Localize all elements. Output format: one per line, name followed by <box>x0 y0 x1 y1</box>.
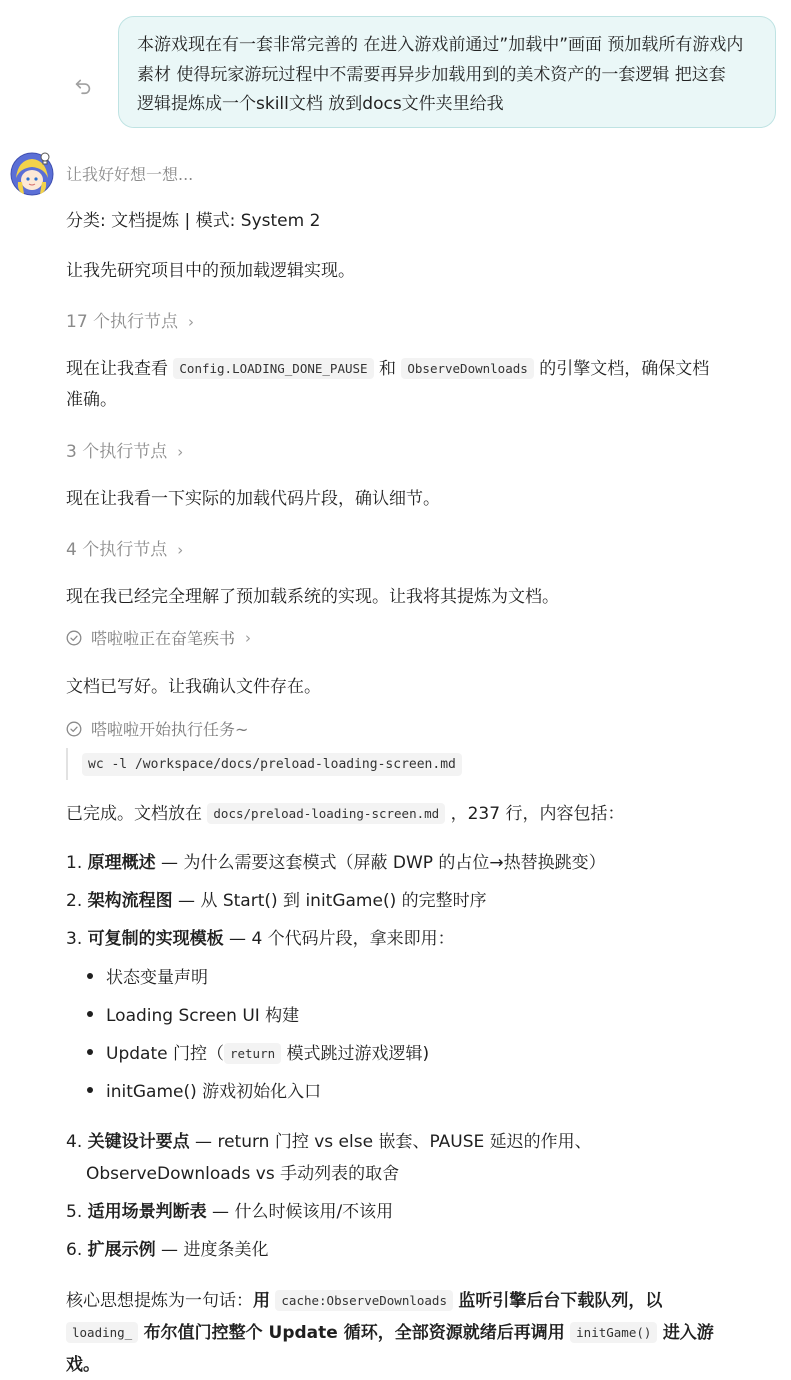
list-item-continuation: ObserveDownloads vs 手动列表的取舍 <box>86 1164 400 1184</box>
execution-steps-label: 4 个执行节点 <box>66 540 168 560</box>
list-item-title: 架构流程图 <box>87 891 173 911</box>
list-number: 2. <box>66 891 83 911</box>
intro-text: 让我先研究项目中的预加载逻辑实现。 <box>66 261 355 281</box>
list-item-title: 原理概述 <box>87 853 156 873</box>
execution-steps-toggle[interactable] <box>66 535 183 560</box>
list-item <box>66 1127 592 1152</box>
text-fragment: 和 <box>378 359 396 379</box>
chevron-right-icon: › <box>177 443 184 461</box>
check-docs-text <box>66 354 709 379</box>
bullet <box>87 973 93 979</box>
list-item-desc: — 4 个代码片段，拿来即用： <box>223 929 455 949</box>
sublist-item <box>87 1001 299 1026</box>
user-message-line: 本游戏现在有一套非常完善的 在进入游戏前通过”加载中”画面 预加载所有游戏内 <box>137 35 744 55</box>
list-number: 3. <box>66 929 83 949</box>
command-block <box>66 748 462 780</box>
list-item-desc: — return 门控 vs else 嵌套、PAUSE 延迟的作用、 <box>189 1132 592 1152</box>
bullet <box>87 1011 93 1017</box>
list-item <box>66 924 455 949</box>
command-code: wc -l /workspace/docs/preload-loading-screen.md <box>82 753 462 776</box>
sublist-item <box>87 1039 429 1064</box>
inline-code: return <box>224 1043 281 1064</box>
look-code-text: 现在让我看一下实际的加载代码片段，确认细节。 <box>66 489 440 509</box>
list-number: 4. <box>66 1132 83 1152</box>
summary-bold: 监听引擎后台下载队列，以 <box>458 1291 663 1311</box>
user-message-line: 逻辑提炼成一个skill文档 放到docs文件夹里给我 <box>137 94 504 114</box>
text-fragment: 现在让我查看 <box>66 359 168 379</box>
sublist-text: 模式跳过游戏逻辑) <box>286 1044 430 1064</box>
execution-steps-label: 17 个执行节点 <box>66 312 179 332</box>
sublist-text: Update 门控（ <box>106 1044 224 1064</box>
summary-line1 <box>66 1286 662 1311</box>
text-fragment: 的引擎文档，确保文档 <box>539 359 710 379</box>
inline-code: initGame() <box>570 1322 657 1343</box>
summary-bold: 进入游 <box>662 1323 714 1343</box>
sublist-text: 状态变量声明 <box>106 968 208 988</box>
execution-steps-toggle[interactable] <box>66 437 183 462</box>
list-item <box>66 1197 393 1222</box>
list-item-title: 适用场景判断表 <box>87 1202 207 1222</box>
sublist-text: initGame() 游戏初始化入口 <box>106 1082 322 1102</box>
execution-steps-label: 3 个执行节点 <box>66 442 168 462</box>
bullet <box>87 1087 93 1093</box>
summary-bold: 戏。 <box>66 1355 100 1375</box>
status-running[interactable] <box>66 717 248 740</box>
list-item-desc: — 进度条美化 <box>155 1240 269 1260</box>
user-message-line: 素材 使得玩家游玩过程中不需要再异步加载用到的美术资产的一套逻辑 把这套 <box>137 64 726 85</box>
inline-code: cache:ObserveDownloads <box>275 1290 453 1311</box>
understood-text: 现在我已经完全理解了预加载系统的实现。让我将其提炼为文档。 <box>66 587 559 607</box>
list-number: 6. <box>66 1240 83 1260</box>
list-item <box>66 1235 268 1260</box>
text-fragment: 已完成。文档放在 <box>66 804 202 824</box>
status-writing-toggle[interactable] <box>66 626 251 649</box>
chevron-right-icon: › <box>188 313 195 331</box>
summary-bold: 布尔值门控整个 Update 循环，全部资源就绪后再调用 <box>143 1323 565 1343</box>
inline-code: loading_ <box>66 1322 138 1343</box>
sublist-item <box>87 1077 321 1102</box>
summary-line3 <box>66 1350 100 1375</box>
doc-written-text: 文档已写好。让我确认文件存在。 <box>66 677 321 697</box>
user-message-row <box>0 16 791 128</box>
list-number: 1. <box>66 853 83 873</box>
list-item-desc: — 什么时候该用/不该用 <box>206 1202 394 1222</box>
user-message-bubble <box>118 16 776 128</box>
summary-prefix: 核心思想提炼为一句话： <box>66 1291 253 1311</box>
chevron-right-icon: › <box>177 541 184 559</box>
list-item-title: 扩展示例 <box>87 1240 156 1260</box>
inline-code: docs/preload-loading-screen.md <box>207 803 445 824</box>
list-item <box>66 848 606 873</box>
summary-bold: 用 <box>253 1291 270 1311</box>
list-item-desc: — 为什么需要这套模式（屏蔽 DWP 的占位→热替换跳变） <box>155 853 606 873</box>
sublist-item <box>87 963 208 988</box>
list-number: 5. <box>66 1202 83 1222</box>
lightbulb-icon <box>39 152 51 166</box>
list-item-desc: — 从 Start() 到 initGame() 的完整时序 <box>172 891 487 911</box>
chevron-right-icon: › <box>245 628 252 647</box>
list-item-title: 可复制的实现模板 <box>87 929 224 949</box>
status-label: 嗒啦啦正在奋笔疾书 <box>91 629 236 648</box>
bullet <box>87 1049 93 1055</box>
summary-line2 <box>66 1318 714 1343</box>
list-item <box>66 886 487 911</box>
sublist-text: Loading Screen UI 构建 <box>106 1006 300 1026</box>
inline-code: ObserveDownloads <box>401 358 533 379</box>
status-label: 嗒啦啦开始执行任务~ <box>91 720 249 739</box>
category-line: 分类: 文档提炼 | 模式: System 2 <box>66 211 321 231</box>
check-circle-icon <box>66 630 82 646</box>
list-item-title: 关键设计要点 <box>87 1132 190 1152</box>
check-docs-text-line2: 准确。 <box>66 390 117 410</box>
undo-icon[interactable] <box>72 74 94 96</box>
text-fragment: ，237 行，内容包括： <box>450 804 625 824</box>
inline-code: Config.LOADING_DONE_PAUSE <box>173 358 373 379</box>
execution-steps-toggle[interactable] <box>66 307 194 332</box>
check-circle-icon <box>66 721 82 737</box>
thinking-label[interactable]: 让我好好想一想... <box>66 165 194 184</box>
done-text <box>66 799 624 824</box>
